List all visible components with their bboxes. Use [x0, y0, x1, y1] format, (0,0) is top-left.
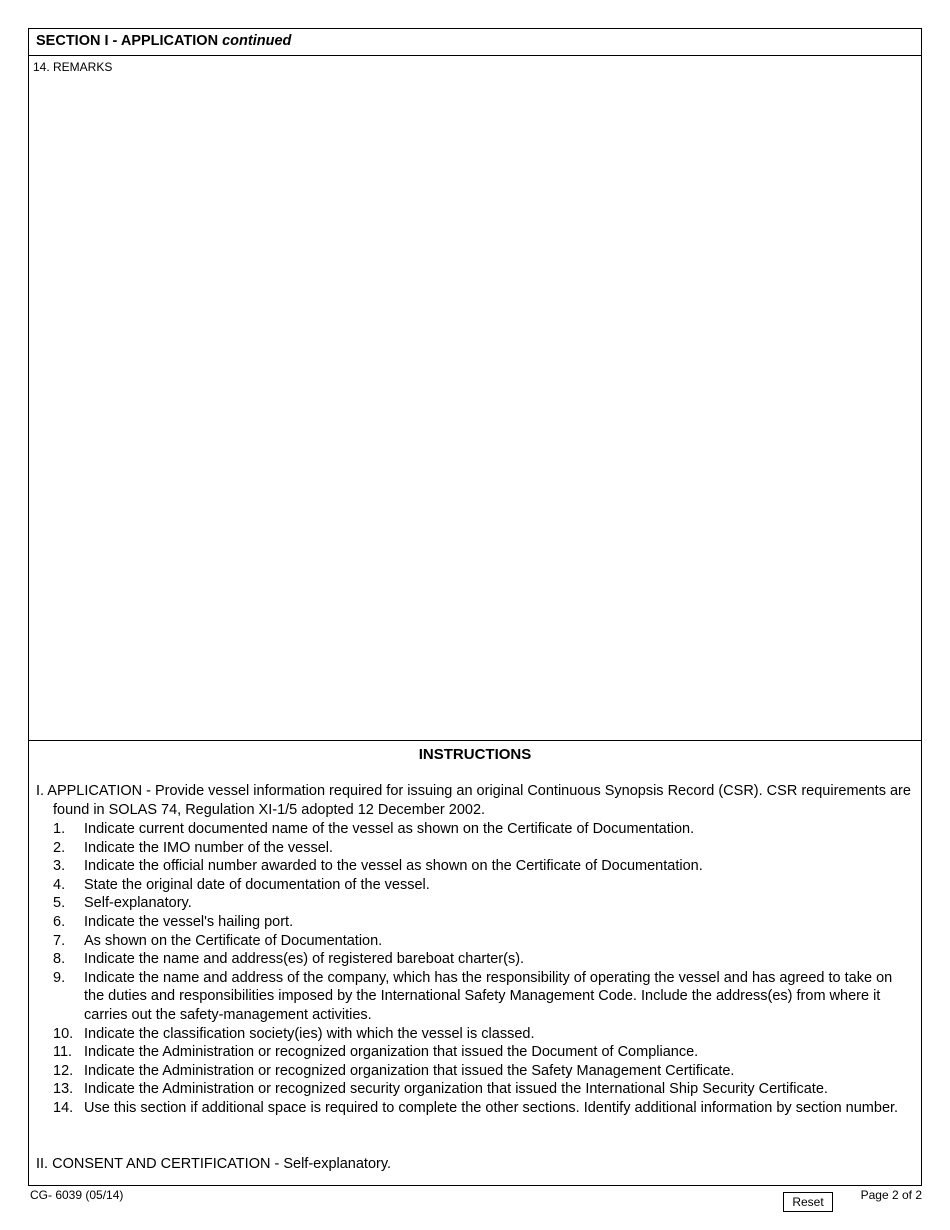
list-item: 2. Indicate the IMO number of the vessel. — [53, 839, 334, 856]
list-item: 11. Indicate the Administration or recognized organization that issued the Document of Compliance. — [53, 1044, 699, 1061]
reset-button[interactable]: Reset — [783, 1192, 833, 1212]
form-number: CG- 6039 (05/14) — [30, 1188, 124, 1202]
list-item: 8. Indicate the name and address(es) of registered bareboat charter(s). — [53, 951, 525, 968]
list-item: 1. Indicate current documented name of the vessel as shown on the Certificate of Documentation. — [53, 821, 695, 837]
remarks-field[interactable] — [31, 78, 919, 738]
list-item: 6. Indicate the vessel's hailing port. — [53, 913, 294, 930]
form-page — [28, 28, 922, 1186]
list-item: 4. State the original date of documentation of the vessel. — [53, 876, 430, 893]
application-instruction: I. APPLICATION - Provide vessel information required for issuing an original Continuous Synopsis Record (CSR). CSR requirements are found in SOLAS 74, Regulation XI-1/5 adopted 12 December 2002. — [36, 783, 911, 818]
consent-instruction: II. CONSENT AND CERTIFICATION - Self-explanatory. — [36, 1156, 392, 1172]
list-item: 7. As shown on the Certificate of Documentation. — [53, 932, 383, 949]
section-header — [29, 29, 921, 56]
remarks-area — [29, 56, 921, 741]
list-item: 9. Indicate the name and address of the company, which has the responsibility of operating the vessel and has agreed to take on the duties and responsibilities imposed by the International Safety Management Code. Include the address(es) from where it carries out the safety-management activities. — [53, 969, 893, 1023]
section-title: SECTION I - APPLICATION — [36, 33, 219, 49]
list-item: 3. Indicate the official number awarded to the vessel as shown on the Certificate of Documentation. — [53, 858, 703, 875]
section-title-suffix: continued — [222, 33, 292, 49]
list-item: 10. Indicate the classification society(ies) with which the vessel is classed. — [53, 1025, 535, 1042]
instructions-section — [29, 741, 921, 1185]
remarks-label: 14. REMARKS — [33, 60, 113, 74]
page-number: Page 2 of 2 — [860, 1188, 922, 1202]
list-item: 5. Self-explanatory. — [53, 895, 192, 912]
instructions-title: INSTRUCTIONS — [418, 746, 532, 763]
list-item: 13. Indicate the Administration or recognized security organization that issued the International Ship Security Certificate. — [53, 1081, 828, 1098]
list-item: 12. Indicate the Administration or recognized organization that issued the Safety Management Certificate. — [53, 1062, 735, 1079]
list-item: 14. Use this section if additional space is required to complete the other sections. Identify additional information by section number. — [53, 1099, 899, 1116]
instruction-list — [53, 820, 913, 1118]
